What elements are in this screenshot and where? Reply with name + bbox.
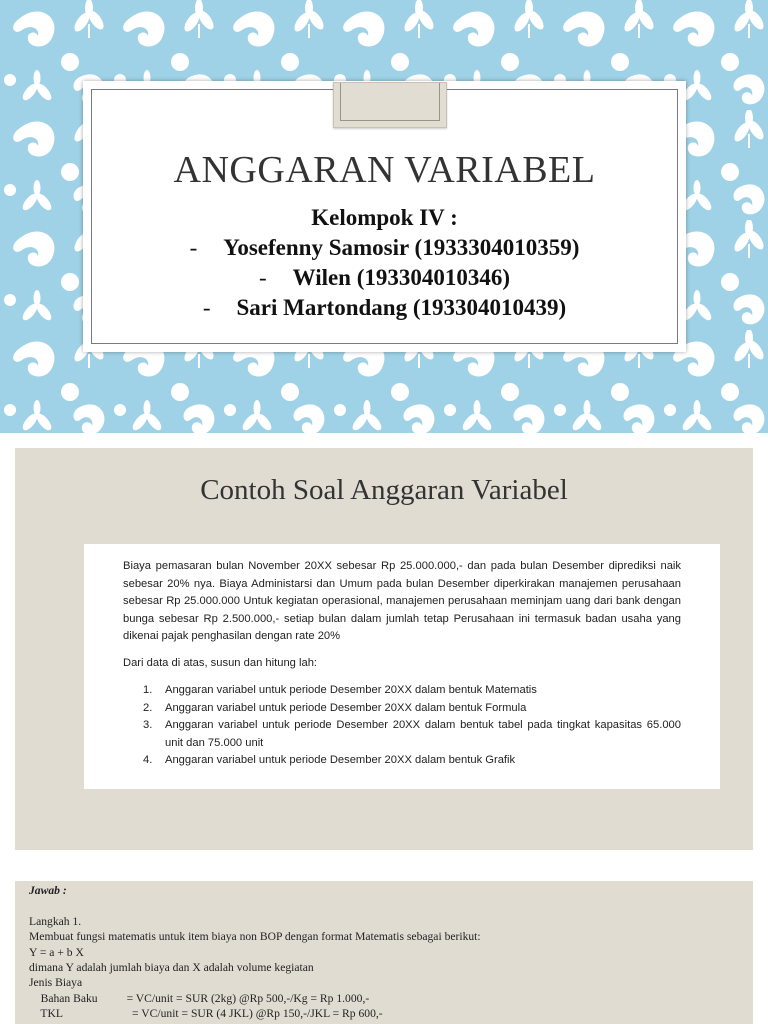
title-card-border (91, 89, 678, 344)
member-name: Yosefenny Samosir (1933304010359) (223, 235, 580, 260)
list-item: 2. Anggaran variabel untuk periode Desember 20XX dalam bentuk Formula (143, 701, 527, 714)
list-item: 3. Anggaran variabel untuk periode Desember 20XX dalam bentuk tabel pada tingkat kapasitas 65.000 unit dan 75.000 unit (143, 719, 681, 749)
task-list (123, 682, 681, 770)
slide-title: ANGGARAN VARIABEL (173, 149, 596, 191)
decorative-tab (333, 82, 447, 128)
answer-heading: Jawab : (29, 884, 67, 897)
answer-text (29, 883, 729, 1022)
group-title: Kelompok IV : (311, 205, 458, 230)
title-slide (0, 0, 768, 433)
step-label: Langkah 1. (29, 914, 82, 928)
cost-type-heading: Jenis Biaya (29, 976, 83, 990)
group-info (92, 203, 677, 323)
problem-box (84, 544, 720, 789)
answer-slide (15, 881, 753, 1024)
example-slide (15, 448, 753, 850)
member-line: - Wilen (193304010346) (258, 265, 511, 290)
problem-paragraph: Biaya pemasaran bulan November 20XX sebesar Rp 25.000.000,- dan pada bulan Desember diprediksi naik sebesar 20% nya. Biaya Administarsi dan Umum pada bulan Desember diperkirakan manajemen perusahaan sebesar Rp 25.000.000 Untuk kegiatan operasional, manajemen perusahaan meminjam uang dari bank dengan bunga sebesar Rp 2.500.000,- setiap bulan dalam jumlah tetap Perusahaan ini termasuk badan usaha yang dikenai pajak penghasilan dengan rate 20% (123, 560, 681, 643)
formula: Y = a + b X (29, 945, 84, 959)
instruction-text: Dari data di atas, susun dan hitung lah: (123, 657, 318, 669)
step-description: Membuat fungsi matematis untuk item biaya non BOP dengan format Matematis sebagai berikut: (29, 930, 481, 944)
cost-row-tkl: TKL = VC/unit = SUR (4 JKL) @Rp 150,-/JKL = Rp 600,- (29, 1007, 383, 1021)
member-name: Sari Martondang (193304010439) (236, 295, 567, 320)
list-item: 1. Anggaran variabel untuk periode Desember 20XX dalam bentuk Matematis (143, 684, 537, 696)
member-line: - Sari Martondang (193304010439) (202, 295, 567, 320)
member-line: - Yosefenny Samosir (1933304010359) (189, 235, 580, 260)
member-name: Wilen (193304010346) (292, 265, 511, 290)
list-item: 4. Anggaran variabel untuk periode Desember 20XX dalam bentuk Grafik (143, 754, 516, 767)
formula-explanation: dimana Y adalah jumlah biaya dan X adalah volume kegiatan (29, 961, 314, 975)
slide-heading: Contoh Soal Anggaran Variabel (200, 474, 568, 506)
title-card (83, 81, 686, 352)
cost-row-bahan-baku: Bahan Baku = VC/unit = SUR (2kg) @Rp 500,-/Kg = Rp 1.000,- (29, 991, 370, 1005)
